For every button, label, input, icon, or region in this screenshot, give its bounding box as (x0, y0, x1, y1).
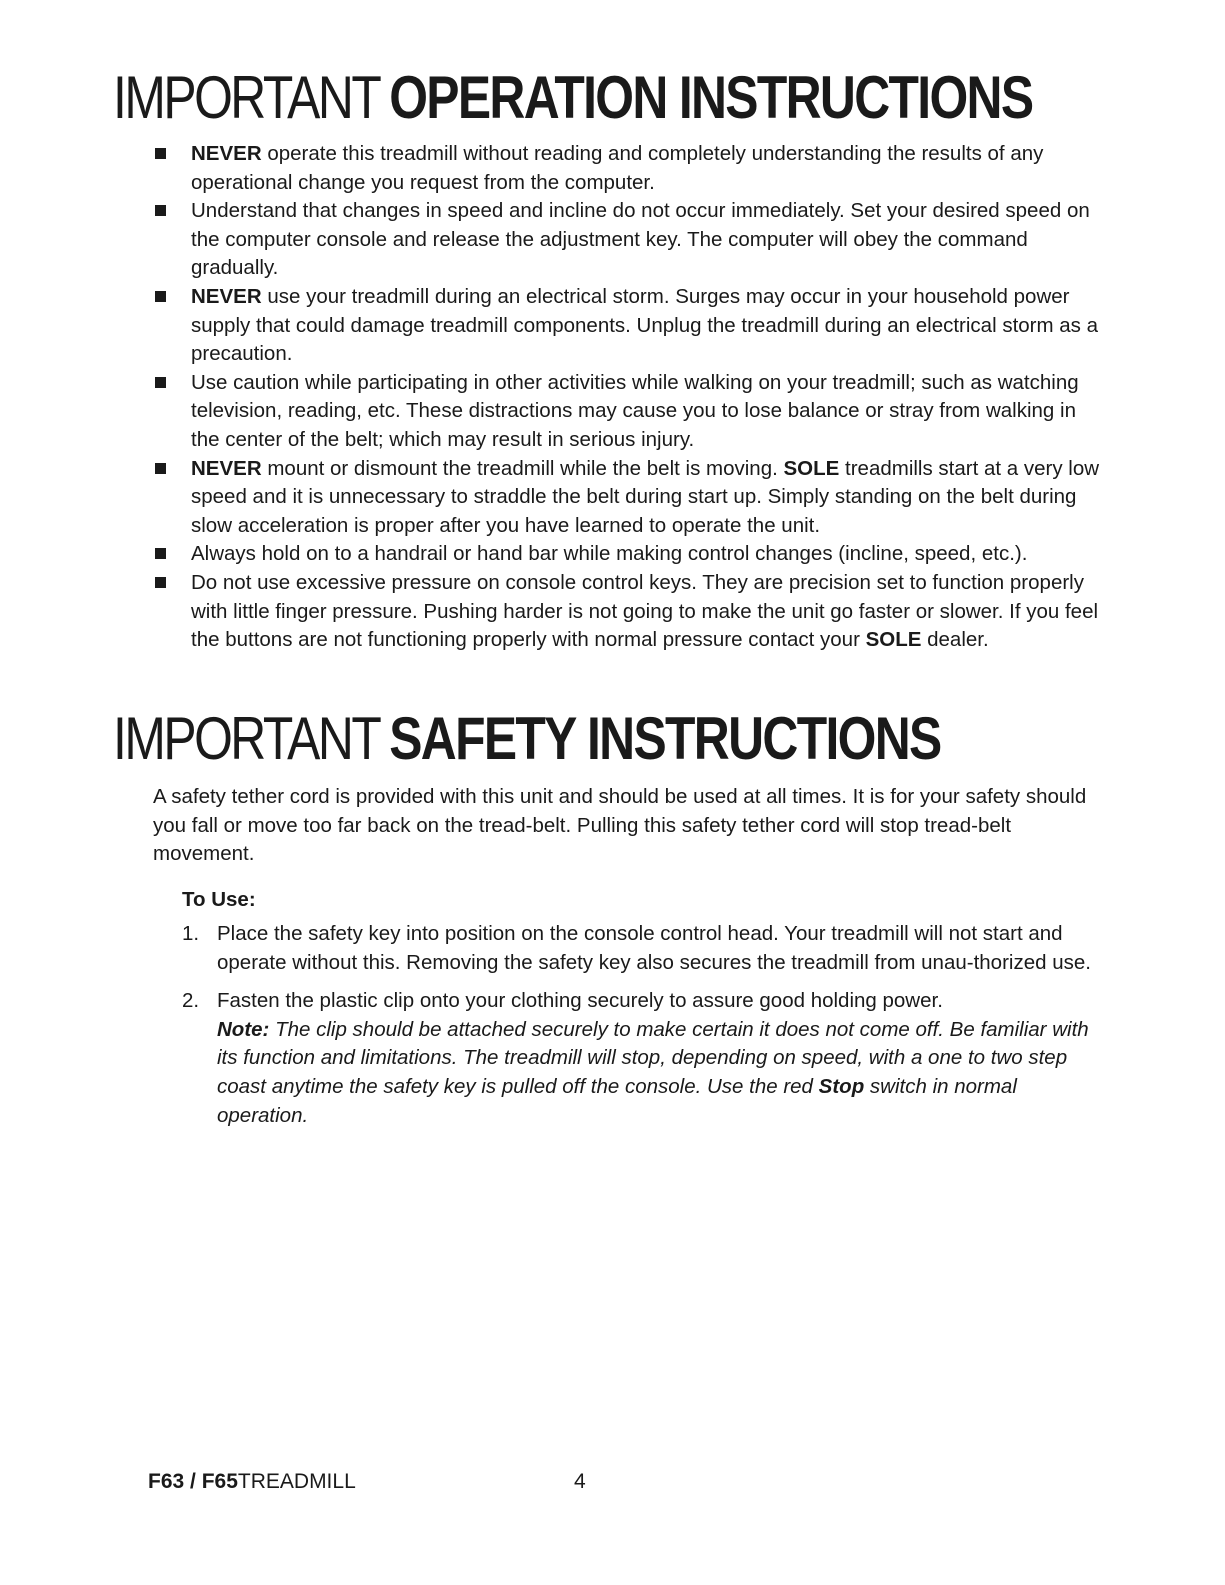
note-text: The clip should be attached securely to make certain it does not come off. Be familiar with its function and limitations. The treadmill will stop, depending on speed, with a one to two step coast anytime the safety key is pulled off the console. Use the red (217, 1017, 1089, 1098)
operation-item (150, 569, 1110, 655)
step-item (182, 920, 1112, 977)
operation-heading-light: IMPORTANT (113, 64, 380, 131)
operation-item (150, 283, 1110, 369)
operation-heading (113, 64, 1033, 131)
bullet-square-icon (155, 548, 166, 559)
footer-model-a: F63 (148, 1470, 185, 1493)
item-text: treadmills start at a very low speed and it is unnecessary to straddle the belt during start up. Simply standing on the belt during slow acceleration is proper after you have learned to operate the unit. (191, 456, 1100, 537)
step-note (217, 1018, 1089, 1127)
brand-name: SOLE (865, 628, 922, 652)
safety-heading-bold: SAFETY INSTRUCTIONS (389, 705, 941, 772)
item-text: operate this treadmill without reading and completely understanding the results of any operational change you request from the computer. (191, 142, 1044, 194)
item-text: Use caution while participating in other activities while walking on your treadmill; such as watching television, reading, etc. These distractions may cause you to lose balance or stray from walking in the center of the belt; which may result in serious injury. (191, 370, 1079, 451)
bullet-square-icon (155, 377, 166, 388)
footer-model-b: F65 (201, 1470, 238, 1493)
item-keyword: NEVER (191, 142, 262, 165)
operation-item (150, 140, 1110, 197)
item-text: Understand that changes in speed and incline do not occur immediately. Set your desired speed on the computer console and release the adjustment key. The computer will obey the command gradually. (191, 199, 1090, 280)
step-number: 2. (182, 989, 200, 1013)
item-text: use your treadmill during an electrical storm. Surges may occur in your household power supply that could damage treadmill components. Unplug the treadmill during an electrical storm as a precaution. (191, 284, 1099, 366)
bullet-square-icon (155, 291, 166, 302)
bullet-square-icon (155, 148, 166, 159)
bullet-square-icon (155, 205, 166, 216)
operation-item (150, 369, 1110, 455)
bullet-square-icon (155, 463, 166, 474)
footer-product: TREADMILL (237, 1470, 356, 1493)
note-text: switch in normal operation. (217, 1074, 1017, 1127)
step-item (182, 987, 1112, 1130)
safety-heading-light: IMPORTANT (113, 705, 380, 772)
item-text: mount or dismount the treadmill while the belt is moving. (261, 456, 784, 480)
item-text: Always hold on to a handrail or hand bar while making control changes (incline, speed, etc.). (191, 542, 1028, 566)
operation-item (150, 540, 1110, 569)
note-stop-keyword: Stop (818, 1074, 865, 1098)
step-text: Fasten the plastic clip onto your clothing securely to assure good holding power. (217, 989, 943, 1013)
item-text: Do not use excessive pressure on console control keys. They are precision set to function properly with little finger pressure. Pushing harder is not going to make the unit go faster or slower. If you feel the buttons are not functioning properly with normal pressure contact your (191, 570, 1099, 652)
page-footer (148, 1468, 356, 1496)
item-keyword: NEVER (191, 284, 262, 308)
brand-name: SOLE (783, 456, 840, 480)
step-text: Place the safety key into position on the console control head. Your treadmill will not start and operate without this. Removing the safety key also secures the treadmill from unau-thorized use. (217, 922, 1091, 974)
safety-intro: A safety tether cord is provided with this unit and should be used at all times. It is for your safety should you fall or move too far back on the tread-belt. Pulling this safety tether cord will stop tread-belt movement. (153, 785, 1087, 866)
step-number: 1. (182, 922, 200, 945)
operation-heading-bold: OPERATION INSTRUCTIONS (389, 64, 1033, 131)
safety-steps-list (182, 920, 1112, 1140)
bullet-square-icon (155, 577, 166, 588)
operation-item (150, 197, 1110, 283)
to-use-subheading: To Use: (182, 888, 256, 911)
item-text: dealer. (921, 628, 989, 652)
operation-instructions-list (150, 140, 1110, 655)
item-keyword: NEVER (191, 456, 262, 480)
note-label: Note: (217, 1017, 270, 1041)
operation-item (150, 455, 1110, 541)
footer-separator: / (184, 1470, 202, 1493)
safety-heading (113, 705, 941, 772)
page-number: 4 (574, 1470, 586, 1493)
